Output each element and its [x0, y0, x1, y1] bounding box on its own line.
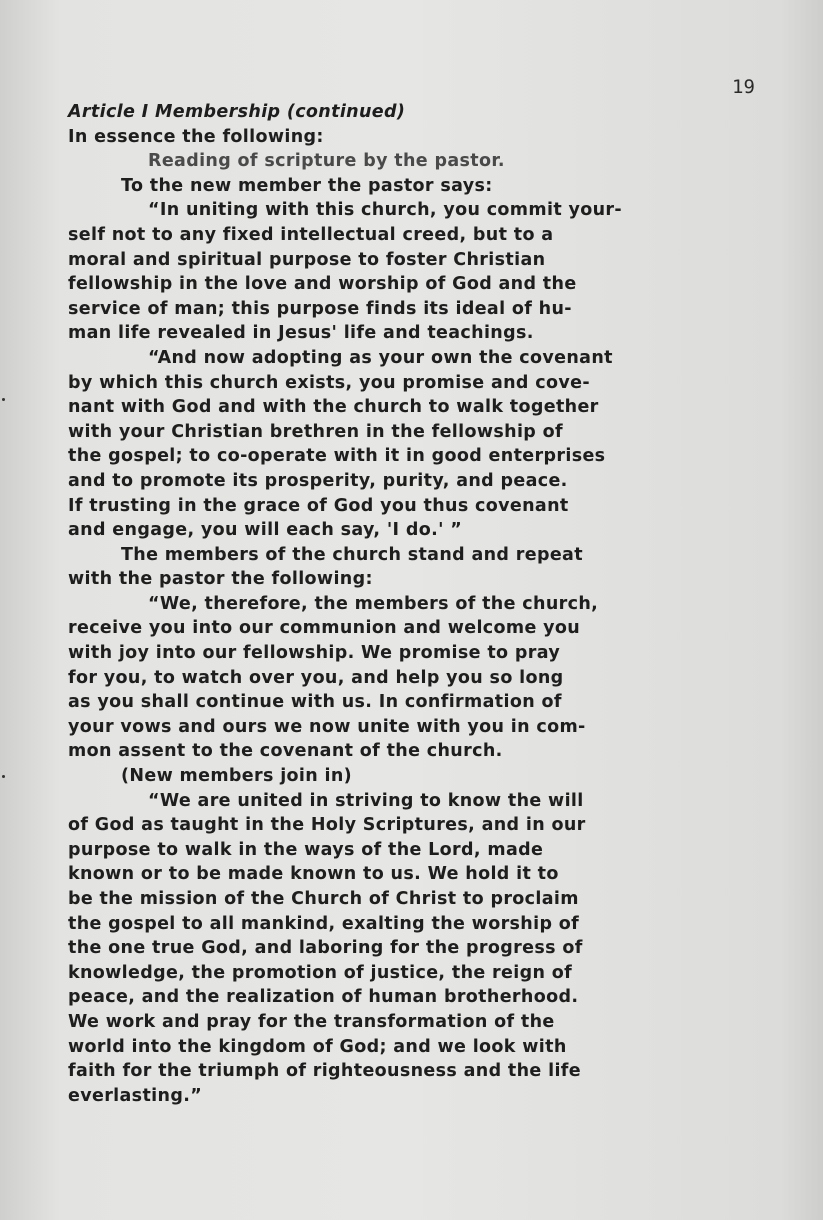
text-line: with joy into our fellowship. We promise to pray: [68, 643, 561, 664]
text-line: moral and spiritual purpose to foster Christian: [68, 249, 546, 270]
text-line: knowledge, the promotion of justice, the reign of: [68, 962, 573, 983]
text-line: “We, therefore, the members of the church,: [148, 593, 599, 614]
text-line: of God as taught in the Holy Scriptures, and in our: [68, 815, 586, 836]
text-line: the gospel; to co-operate with it in good enterprises: [68, 446, 606, 467]
text-line: known or to be made known to us. We hold it to: [68, 864, 559, 885]
text-line: In essence the following:: [68, 126, 324, 147]
text-line: for you, to watch over you, and help you so long: [68, 667, 564, 688]
speck: [2, 398, 5, 401]
text-line: service of man; this purpose finds its ideal of hu-: [68, 298, 572, 319]
text-line: world into the kingdom of God; and we look with: [68, 1036, 567, 1057]
text-line: with the pastor the following:: [68, 569, 373, 590]
text-line: by which this church exists, you promise and cove-: [68, 372, 590, 393]
text-line: with your Christian brethren in the fellowship of: [68, 421, 563, 442]
text-line: To the new member the pastor says:: [121, 175, 493, 196]
text-line: the gospel to all mankind, exalting the worship of: [68, 913, 580, 934]
page-number: 19: [732, 76, 755, 98]
text-line: If trusting in the grace of God you thus covenant: [68, 495, 569, 516]
text-line: peace, and the realization of human brotherhood.: [68, 987, 579, 1008]
text-line: and to promote its prosperity, purity, and peace.: [68, 470, 568, 491]
text-line: faith for the triumph of righteousness and the life: [68, 1061, 581, 1082]
text-line: We work and pray for the transformation of the: [68, 1011, 555, 1032]
text-line: (New members join in): [121, 766, 353, 787]
text-line: everlasting.”: [68, 1085, 203, 1106]
text-line: “In uniting with this church, you commit your-: [148, 200, 623, 221]
text-line: the one true God, and laboring for the progress of: [68, 938, 583, 959]
text-line: self not to any fixed intellectual creed, but to a: [68, 224, 554, 245]
document-body: [68, 100, 758, 1108]
text-line: purpose to walk in the ways of the Lord, made: [68, 839, 544, 860]
text-line: and engage, you will each say, 'I do.' ”: [68, 520, 463, 541]
text-line: “We are united in striving to know the will: [148, 790, 584, 811]
text-line: as you shall continue with us. In confirmation of: [68, 692, 562, 713]
text-line: your vows and ours we now unite with you in com-: [68, 716, 586, 737]
text-line: man life revealed in Jesus' life and teachings.: [68, 323, 534, 344]
text-line: The members of the church stand and repeat: [121, 544, 583, 565]
text-line: mon assent to the covenant of the church.: [68, 741, 503, 762]
text-line: nant with God and with the church to walk together: [68, 397, 599, 418]
text-line: be the mission of the Church of Christ to proclaim: [68, 889, 579, 909]
text-line: “And now adopting as your own the covenant: [148, 347, 613, 368]
text-line: fellowship in the love and worship of God and the: [68, 274, 577, 295]
text-line: Reading of scripture by the pastor.: [148, 151, 505, 172]
text-line: receive you into our communion and welcome you: [68, 618, 581, 639]
article-heading: Article I Membership (continued): [68, 102, 406, 122]
speck: [2, 775, 5, 778]
